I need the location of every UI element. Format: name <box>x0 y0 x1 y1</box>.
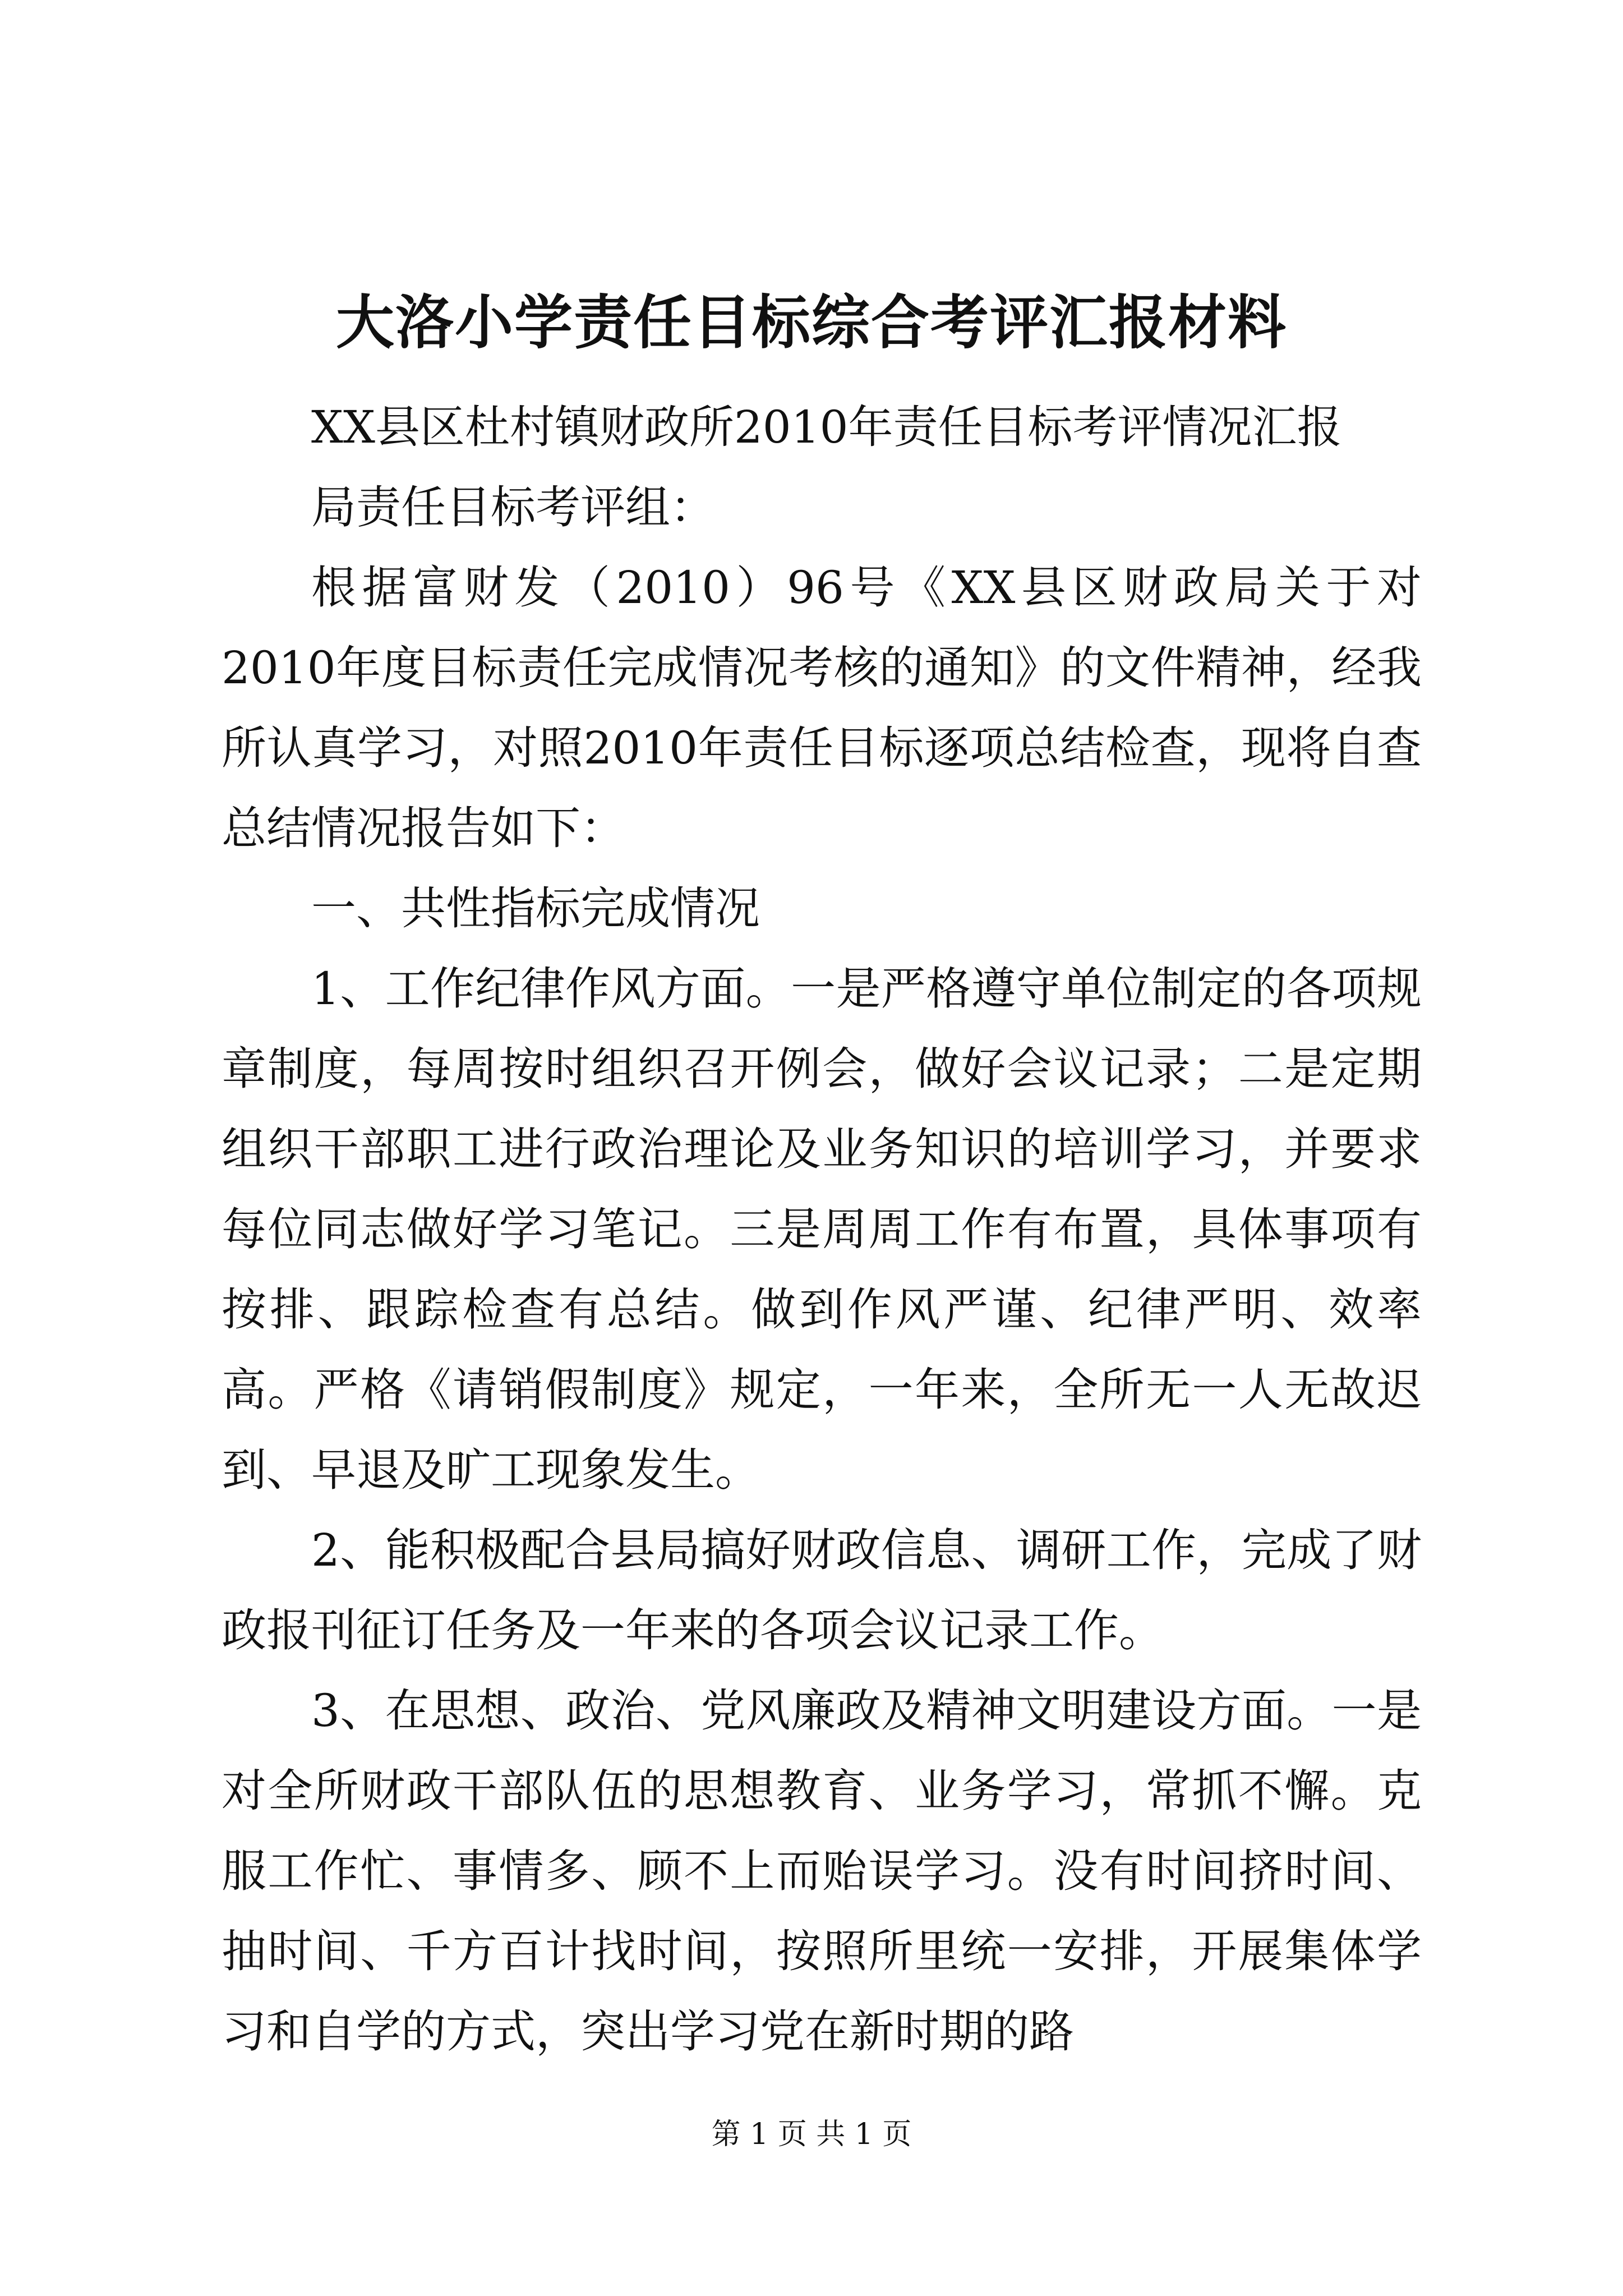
paragraph-item-2: 2、能积极配合县局搞好财政信息、调研工作，完成了财政报刊征订任务及一年来的各项会议记录工作。 <box>222 1524 1422 1657</box>
paragraph-section-heading: 一、共性指标完成情况 <box>311 882 760 935</box>
document-title: 大洛小学责任目标综合考评汇报材料 <box>335 288 1287 357</box>
document-body <box>222 387 1422 2072</box>
paragraph-salutation: 局责任目标考评组： <box>311 481 715 533</box>
paragraph-item-3: 3、在思想、政治、党风廉政及精神文明建设方面。一是对全所财政干部队伍的思想教育、业务学习，常抓不懈。克服工作忙、事情多、顾不上而贻误学习。没有时间挤时间、抽时间、千方百计找时间，按照所里统一安排，开展集体学习和自学的方式，突出学习党在新时期的路 <box>222 1685 1422 2058</box>
paragraph-subtitle: XX县区杜村镇财政所2010年责任目标考评情况汇报 <box>311 401 1342 453</box>
paragraph-intro: 根据富财发（2010）96号《XX县区财政局关于对2010年度目标责任完成情况考核的通知》的文件精神，经我所认真学习，对照2010年责任目标逐项总结检查，现将自查总结情况报告如下： <box>222 562 1422 854</box>
paragraph-item-1: 1、工作纪律作风方面。一是严格遵守单位制定的各项规章制度，每周按时组织召开例会，做好会议记录；二是定期组织干部职工进行政治理论及业务知识的培训学习，并要求每位同志做好学习笔记。三是周周工作有布置，具体事项有按排、跟踪检查有总结。做到作风严谨、纪律严明、效率高。严格《请销假制度》规定，一年来，全所无一人无故迟到、早退及旷工现象发生。 <box>222 963 1422 1496</box>
page-footer: 第 1 页 共 1 页 <box>711 2118 912 2151</box>
